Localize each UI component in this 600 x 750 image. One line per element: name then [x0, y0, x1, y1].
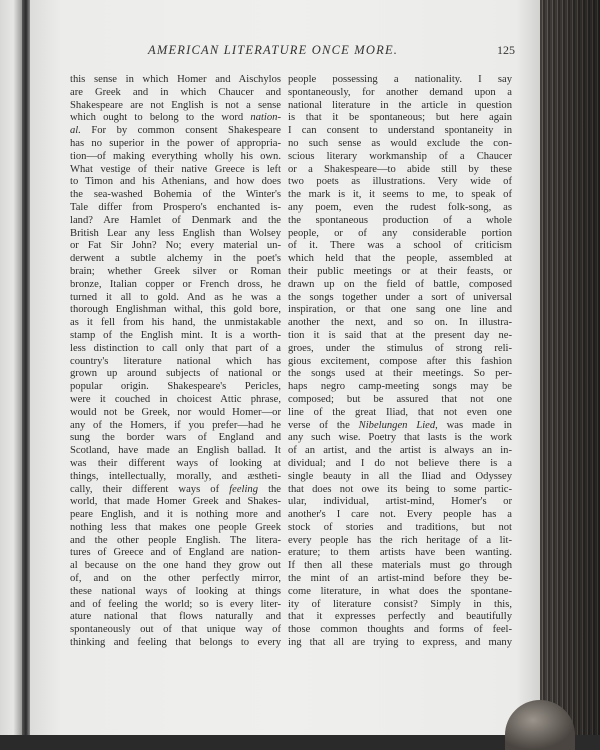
- text-line: al. For by common consent Shakespeare: [70, 125, 281, 137]
- book-gutter: [22, 0, 30, 735]
- text-line: the songs together under a sort of universal: [288, 291, 512, 303]
- text-line: are Greek and in which Chaucer and: [70, 86, 281, 98]
- text-line: nothing less that makes one people Greek: [70, 521, 281, 533]
- text-line: another's I care not. Every people has a: [288, 509, 512, 521]
- text-line: single beauty in all the Iliad and Odyssey: [288, 470, 512, 482]
- text-line: thorough Englishman withal, this gold bore,: [70, 304, 281, 316]
- text-line: the songs used at their meetings. So per-: [288, 368, 512, 380]
- text-line: country's literature national which has: [70, 355, 281, 367]
- text-line: another the next, and so on. In illustra-: [288, 317, 512, 329]
- text-line: peare English, and it is nothing more and: [70, 509, 281, 521]
- text-line: as it fell from his hand, the unmistakable: [70, 317, 281, 329]
- text-line: or a Shakespeare—to abide still by these: [288, 163, 512, 175]
- text-line: composed; but be assured that not one: [288, 393, 512, 405]
- text-line: the mark is it, it seems to me, to speak of: [288, 189, 512, 201]
- text-line: come literature, in what does the spontane-: [288, 585, 512, 597]
- text-line: spontaneously out of that unique way of: [70, 624, 281, 636]
- text-line: ular, individual, artist-mind, Homer's or: [288, 496, 512, 508]
- text-line: to Timon and his Athenians, and how does: [70, 176, 281, 188]
- text-line: no such sense as would exclude the con-: [288, 137, 512, 149]
- text-line: gious excitement, compose after this fashion: [288, 355, 512, 367]
- text-line: popular origin. Shakespeare's Pericles,: [70, 381, 281, 393]
- text-line: or Fat Sir John? No; every material un-: [70, 240, 281, 252]
- text-line: Tale differ from Prospero's enchanted is-: [70, 201, 281, 213]
- text-line: any poem, even the rudest folk-song, as: [288, 201, 512, 213]
- page-number: 125: [497, 43, 515, 57]
- text-line: the spontaneous production of a whole: [288, 214, 512, 226]
- text-line: the mint of an artist-mind before they be-: [288, 573, 512, 585]
- text-line: those common thoughts and forms of feel-: [288, 624, 512, 636]
- running-head: AMERICAN LITERATURE ONCE MORE.: [148, 43, 399, 57]
- text-line: thinking and feeling that belongs to every: [70, 637, 281, 649]
- text-line: ature national that flows naturally and: [70, 611, 281, 623]
- text-line: scious literary workmanship of a Chaucer: [288, 150, 512, 162]
- text-line: ing that all are trying to express, and many: [288, 637, 512, 649]
- text-line: Scotland, have made an English ballad. It: [70, 445, 281, 457]
- text-line: sung the border wars of England and: [70, 432, 281, 444]
- text-line: any such wise. Poetry that lasts is the work: [288, 432, 512, 444]
- text-line: of it. There was a school of criticism: [288, 240, 512, 252]
- text-line: and the other people English. The litera-: [70, 534, 281, 546]
- text-line: of, and on the other perfectly mirror,: [70, 573, 281, 585]
- text-line: verse of the Nibelungen Lied, was made in: [288, 419, 512, 431]
- text-line: that it expresses perfectly and beautifully: [288, 611, 512, 623]
- text-line: groes, under the stimulus of strong reli-: [288, 342, 512, 354]
- text-line: was their different ways of looking at: [70, 457, 281, 469]
- text-line: Shakespeare are not English is not a sense: [70, 99, 281, 111]
- text-line: that does not owe its being to some partic-: [288, 483, 512, 495]
- text-line: spontaneously, for another demand upon a: [288, 86, 512, 98]
- text-line: bronze, Italian copper or French dross, he: [70, 278, 281, 290]
- text-line: drawn up on the field of battle, composed: [288, 278, 512, 290]
- text-line: world, that made Homer Greek and Shakes-: [70, 496, 281, 508]
- previous-page-edge: [0, 0, 22, 735]
- text-line: which ought to belong to the word nation-: [70, 112, 281, 124]
- text-line: less distinction to call only that part of a: [70, 342, 281, 354]
- text-line: national literature in the article in question: [288, 99, 512, 111]
- text-line: tion—of making everything wholly his own.: [70, 150, 281, 162]
- text-line: turned it all to gold. And as he was a: [70, 291, 281, 303]
- right-column: [288, 74, 512, 650]
- text-line: stamp of the English mint. It is a worth-: [70, 329, 281, 341]
- text-line: people possessing a nationality. I say: [288, 74, 512, 85]
- text-line: this sense in which Homer and Aischylos: [70, 74, 281, 85]
- text-line: cally, their different ways of feeling the: [70, 483, 282, 495]
- text-line: of an artist, and the artist is always an in-: [288, 445, 512, 457]
- text-line: any of the Homers, if you prefer—had he: [70, 419, 281, 431]
- text-line: things, intellectually, morally, and æstheti-: [70, 470, 281, 482]
- text-line: stock of stories and traditions, but not: [288, 521, 512, 533]
- text-line: the sea-washed Bohemia of the Winter's: [70, 189, 281, 201]
- text-line: tures of Greece and of England are nation-: [70, 547, 281, 559]
- text-line: which held that the people, assembled at: [288, 253, 512, 265]
- text-line: I can consent to understand spontaneity in: [288, 125, 512, 137]
- text-line: were it couched in choicest Attic phrase,: [70, 393, 281, 405]
- text-line: ity of literature consist? Simply in this,: [288, 598, 512, 610]
- text-line: If then all these materials must go through: [288, 560, 512, 572]
- text-line: derwent a subtle alchemy in the poet's: [70, 253, 281, 265]
- text-line: line of the great Iliad, that not even one: [288, 406, 512, 418]
- page-stack-edge: [540, 0, 600, 735]
- text-line: grown up around subjects of national or: [70, 368, 281, 380]
- text-line: every people has the rich heritage of a lit-: [288, 534, 512, 546]
- text-line: land? Are Hamlet of Denmark and the: [70, 214, 281, 226]
- text-line: and of feeling the world; so is every liter-: [70, 598, 281, 610]
- text-line: inspiration, or that one sang one line and: [288, 304, 512, 316]
- left-column: [70, 74, 281, 650]
- text-line: dividual; and I do not believe there is a: [288, 457, 512, 469]
- text-line: is that it be spontaneous; but here again: [288, 112, 512, 124]
- text-line: haps negro camp-meeting songs may be: [288, 381, 512, 393]
- text-line: has no superior in the power of appropria-: [70, 137, 281, 149]
- text-line: their public meetings or at their feasts, or: [288, 265, 512, 277]
- text-line: would not be Greek, nor would Homer—or: [70, 406, 281, 418]
- text-line: tion it is said that at the present day ne-: [288, 329, 512, 341]
- text-line: these national ways of looking at things: [70, 585, 281, 597]
- text-line: al because on the one hand they grow out: [70, 560, 281, 572]
- text-line: brain; whether Greek silver or Roman: [70, 265, 281, 277]
- text-line: people, or of any considerable portion: [288, 227, 512, 239]
- text-line: two poets as illustrations. Very wide of: [288, 176, 512, 188]
- text-line: erature; to them artists have been wanting.: [288, 547, 512, 559]
- text-line: What vestige of their native Greece is left: [70, 163, 281, 175]
- text-line: British Lear any less English than Wolsey: [70, 227, 281, 239]
